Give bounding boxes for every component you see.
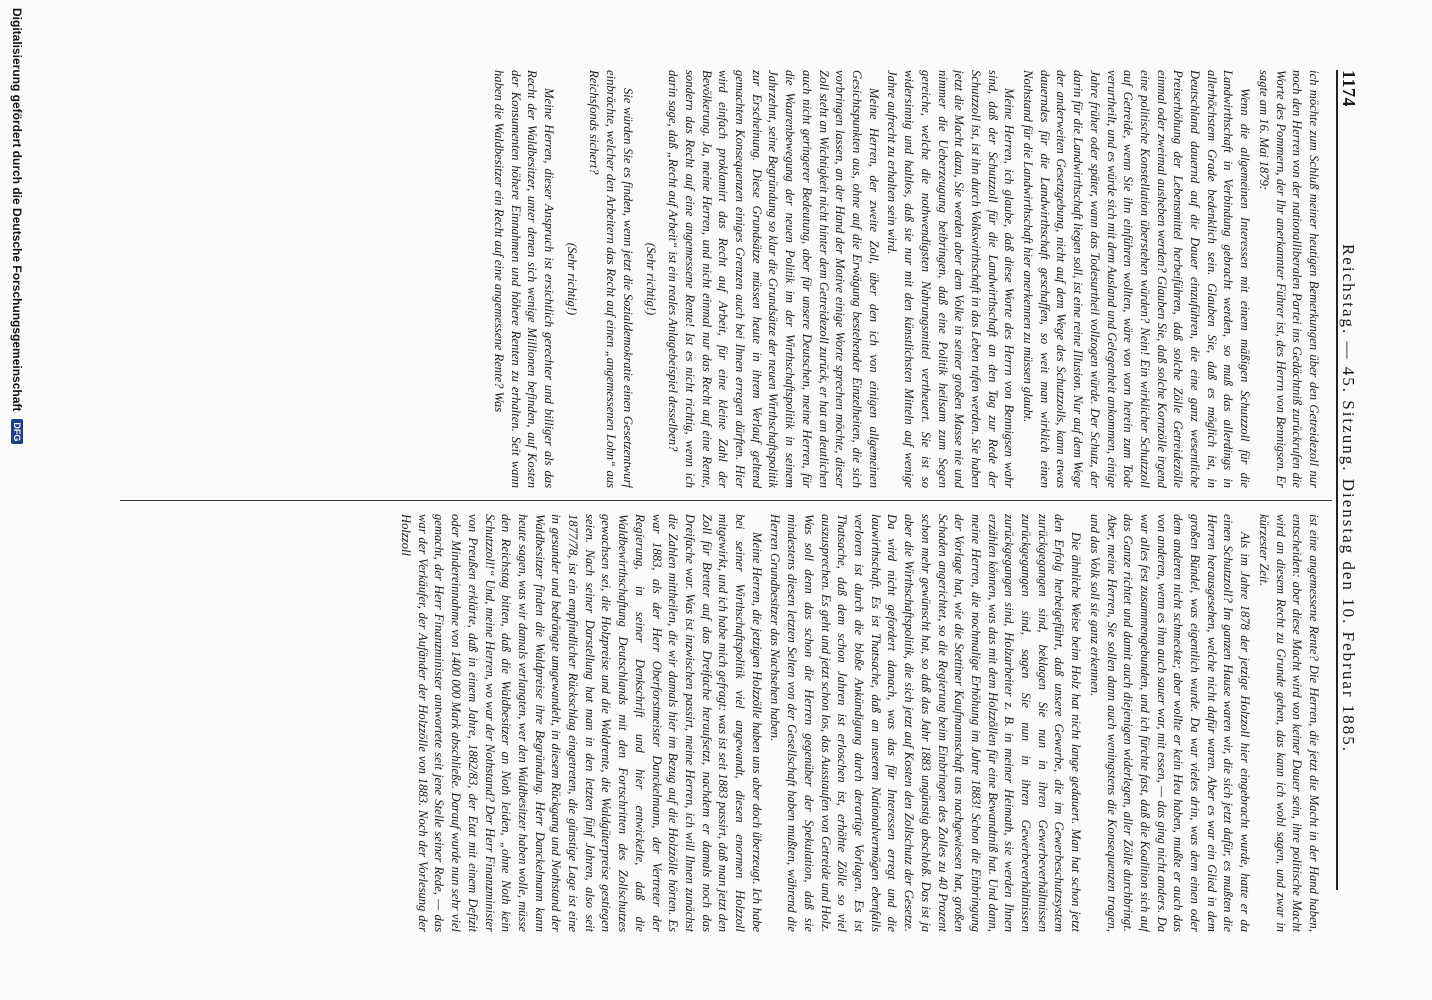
page-number: 1174 (1339, 70, 1359, 108)
quote-paragraph: Wenn die allgemeinen Interessen mit einem mäßigen Schutzzoll für die Landwirthschaft in Verbindung gebracht werden, so muß das allerdings in allerhöchstem Grade bedenklich sein. Glauben Sie, daß es möglich ist, in Deutschland dauernd auf die Dauer einzuführen, die eine ganz wesentliche Preiserhöhung der Lebensmittel herbeiführen, daß solche Zölle Getreidezölle einmal oder zweimal ausheben werden? Glauben Sie, daß solche Kornzölle irgend eine politische Konstellation überstehen würden? Nein! Ein wirklicher Schutzzoll auf Getreide, wenn Sie ihn einführen wollten, wäre von vorn herein zum Tode verurtheilt, und es würde sich mit dem Ausland und Gelegenheit ankommen, einige Jahre früher oder später, wann das Todesurtheil vollzogen würde. Der Schutz, der darin für die Landwirthschaft liegen soll, ist eine reine Illusion. Nur auf dem Wege der anderweiten Gesetzgebung, nicht auf dem Wege des Schutzzolls, kann etwas dauerndes für die Landwirthschaft geschaffen, so weit man wirklich einen Nothstand für die Landwirthschaft hier anerkennen zu müssen glaubt. (1021, 70, 1253, 488)
left-text-column (60, 70, 1322, 488)
digitization-note (7, 0, 27, 1000)
digitization-text: Digitalisierung gefördert durch die Deutsche Forschungsgemeinschaft (10, 8, 24, 412)
right-text-column (60, 514, 1322, 932)
paragraph: Als im Jahre 1878 der jetzige Holzzoll hier eingebracht wurde, hatte er da einen Schutzzoll? Im ganzen Hause waren wir, die sich jetzt dafür, es mußten die Herren herausgesehen, welche nicht dafür waren. Aber es war ein Glied in dem großen Bündel, was eigentlich wurde. Da war vieles drin, was dem einen oder dem anderen nicht schmeckte; aber wollte er kein Heu haben, mußte er auch das von anderen, wenn es ihm auch sauer war, mit essen, — das ging nicht anders. Da war alles fest zusammengebunden, und ich fürchte fast, daß die Koalition sich auf das Ganze richtet und damit auch diejenigen widerlegen, aller Zölle durchbringt. Aber, meine Herren, Sie sollen dann auch weningstens die Konsequenzen tragen, und das Volk soll sie ganz erkennen. (1087, 514, 1253, 932)
paragraph: Meine Herren, dieser Anspruch ist ersichtlich gerechter und billiger als das Recht der Waldbesitzer, unter denen sich wenige Millionen befinden, auf Kosten der Konsumenten höhere Einnahmen und höhere Renten zu erhalten. Seit wann haben die Waldbesitzer ein Recht auf eine angemessene Rente? Was (491, 70, 557, 488)
paragraph: Meine Herren, die jetzigen Holzzölle haben uns aber doch überzeugt. Ich habe bei seiner Wirthschaftspolitik viel angewandt, diesen enormen Holzzoll mitgewirkt, und ich habe mich gefragt: was ist seit 1883 passirt, daß man jetzt den Zoll für Bretter auf das Dreifache heraufsetzt, nachdem er damals noch das Dreifache war. Was ist inzwischen passirt, meine Herren, ich will Ihnen zunächst die Zahlen mittheilen, die wir damals hier im Bezug auf die Holzzölle hörten. Es war 1883, als der Herr Oberforstmeister Danckelmann, der Vertreter der Regierung, in seiner Denkschrift und hier entwickelte, daß die Waldbewirthschaftung Deutschlands mit den Fortschritten des Zollschutzes gewachsen sei, die Holzpreise und die Waldrente, die Waldgüterpreise gestiegen seien. Nach seiner Darstellung hat man in den letzten fünf Jahren, also seit 1877/78, ist ein empfindlicher Rückschlag eingetreten, die günstige Lage ist eine in gesunder und bedrängte umgewandelt, in diesem Rückgang und Nothstand der Waldbesitzer finden die Waldpreise ihre Begründung. Herr Danckelmann kann heute sagen, was wir damals verlangten, wer den Waldbesitzer haben wolle, müsse den Reichstag bitten, daß die Waldbesitzer an Noth leiden, „ohne Noth kein Schutzzoll!“ Und, meine Herren, wo war der Nothstand? Der Herr Finanzminister von Preußen erklärte, daß in einem Jahre, 1882/83, der Etat mit einem Defizit oder Mindereinnahme von 1400 000 Mark abschließe. Darauf wurde nun sehr viel gemacht, der Herr Finanzminister antwortete seit jene Stelle seiner Rede, — das war der Verkäufer, der Aufänder der Holzzölle von 1883. Noch der Vorlesung der Holzzoll (399, 514, 764, 932)
paragraph: Meine Herren, ich glaube, daß diese Worte des Herrn von Bennigsen wahr sind, daß der Schutzzoll für die Landwirthschaft an den Tag zur Rede der Schutzzoll ist, ist ihn durch Volkswirthschaft in das Leben rufen werden. Sie haben jetzt die Macht dazu, Sie werden aber dem Volke in seiner großen Masse nie und nimmer die Ueberzeugung beibringen, daß eine Politik heilsam zum Segen gereiche, welche die nothwendigsten Nahrungsmittel vertheuert. Sie ist so widersinnig und haltlos, daß sie nur mit den künstlichsten Mitteln auf wenige Jahre aufrecht zu erhalten sein wird. (885, 70, 1017, 488)
column-divider (120, 500, 1332, 501)
paragraph: ist eine angemessene Rente? Die Herren, die jetzt die Macht in der Hand haben, entscheiden: aber diese Macht wird von keiner Dauer sein, ihre politische Macht wird an diesem Recht zu Grunde gehen, das kann ich wohl sagen, und zwar in kürzester Zeit. (1256, 514, 1321, 932)
page-title: Reichstag. — 45. Sitzung. Dienstag den 10. Februar 1885. (1339, 243, 1358, 754)
interjection: (Sehr richtig!) (643, 242, 658, 316)
paragraph: ich möchte zum Schluß meiner heutigen Bemerkungen über den Getreidezoll nur noch den Herren von der nationalliberalen Partei ins Gedächtniß zurückrufen die Worte des Pommern, der Ihr anerkannter Führer ist, des Herrn von Bennigsen. Er sagte am 16. Mai 1879: (1256, 70, 1321, 488)
paragraph: Meine Herren, der zweite Zoll, über den ich von einigen allgemeinen Gesichtspunkten aus, ohne auf die Erwägung bestehender Einzelheiten, die sich vorbringen lassen, an der Hand der Motive einige Worte sprechen möchte, dieser Zoll steht an Wichtigkeit nicht hinter dem Getreidezoll zurück, er hat an deutlichen auch nicht geringerer Bedeutung, aber für unsere Deutschen, meine Herren, für die Waarenbewegung der neuen Politik im der Wirthschaftspolitik in seinem Jahrzehnt, seine Begründung so klar die Grundsätze der neuen Wirthschaftspolitik zur Erscheinung. Diese Grundsätze müssen heute in ihrem Verlauf geltend gemachten Konsequenzen einiges Grenzen auch bei Ihnen erregen dürften. Hier wird einfach proklamirt das Recht auf Arbeit, für eine kleine Zahl der Bevölkerung. Ja, meine Herren, und nicht einmal nur das Recht auf eine Rente, sondern das Recht auf eine angemessene Rente! Ist es nicht richtig, wenn ich darin sage, daß „Recht auf Arbeit“ ist ein reales Anlagebeispiel desselben? (666, 70, 881, 488)
dfg-logo-badge: DFG (11, 419, 23, 444)
interjection: (Sehr richtig!) (564, 242, 579, 316)
page-header (1336, 70, 1374, 890)
paragraph: Sie würden Sie es finden, wenn jetzt die Sozialdemokratie einen Gesetzentwurf einbrächte, welcher den Arbeitern das Recht auf einen „angemessenen Lohn“ aus Reichsfonds sichert? (587, 70, 635, 488)
paragraph: Die ähnliche Weise beim Holz hat nicht lange gedauert. Man hat schon jetzt den Erfolg herbeigeführt, daß unsere Gewerbe, die im Gewerbeschutzsystem zurückgegangen sind, beklagen Sie nun in ihren Gewerbeverhältnissen zurückgegangen sind, sagen Sie nun in ihren Gewerbeverhältnissen zurückgegangen sind, Holzarbeiter z. B. in meiner Heimath, sie werden Ihnen erzählen können, was das mit dem Holzzöllen für eine Bewandtniß hat. Und dann, meine Herren, die nochmalige Erhöhung im Jahre 1883! Schon die Einbringung der Vorlage hat, wie die Stettiner Kaufmannschaft uns nachgewiesen hat, großen Schaden angerichtet, so die Regierung beim Einbringen des Zolles zu 40 Prozent schon mehr gewünscht hat, so daß das Jahr 1883 ungünstig abschloß. Das ist ja aber die Wirthschaftspolitik, die sich jetzt auf Kosten den Zollschutz der Gesetze. Da wird nicht gefordert danach, was das für Interessen erregt und die lauwirthschaft. Es ist Thatsache, daß an unserem Nationalvermögen ebenfalls verloren ist durch die bloße Ankündigung durch derartige Vorlagen. Es ist Thatsache, daß dem schon Jahren ist erloschen ist, erhöhte Zölle so viel auszusprechen. Es geht und jetzt schon los, das Ausstaufen von Getreide und Holz. Was soll denn das schon die Herren gegenüber der Spekulation, daß sie mindestens diesen letzten Selten von der Gesellschaft haben mußten, während die Herren Grundbesitzer das Nachsehen haben. (768, 514, 1084, 932)
